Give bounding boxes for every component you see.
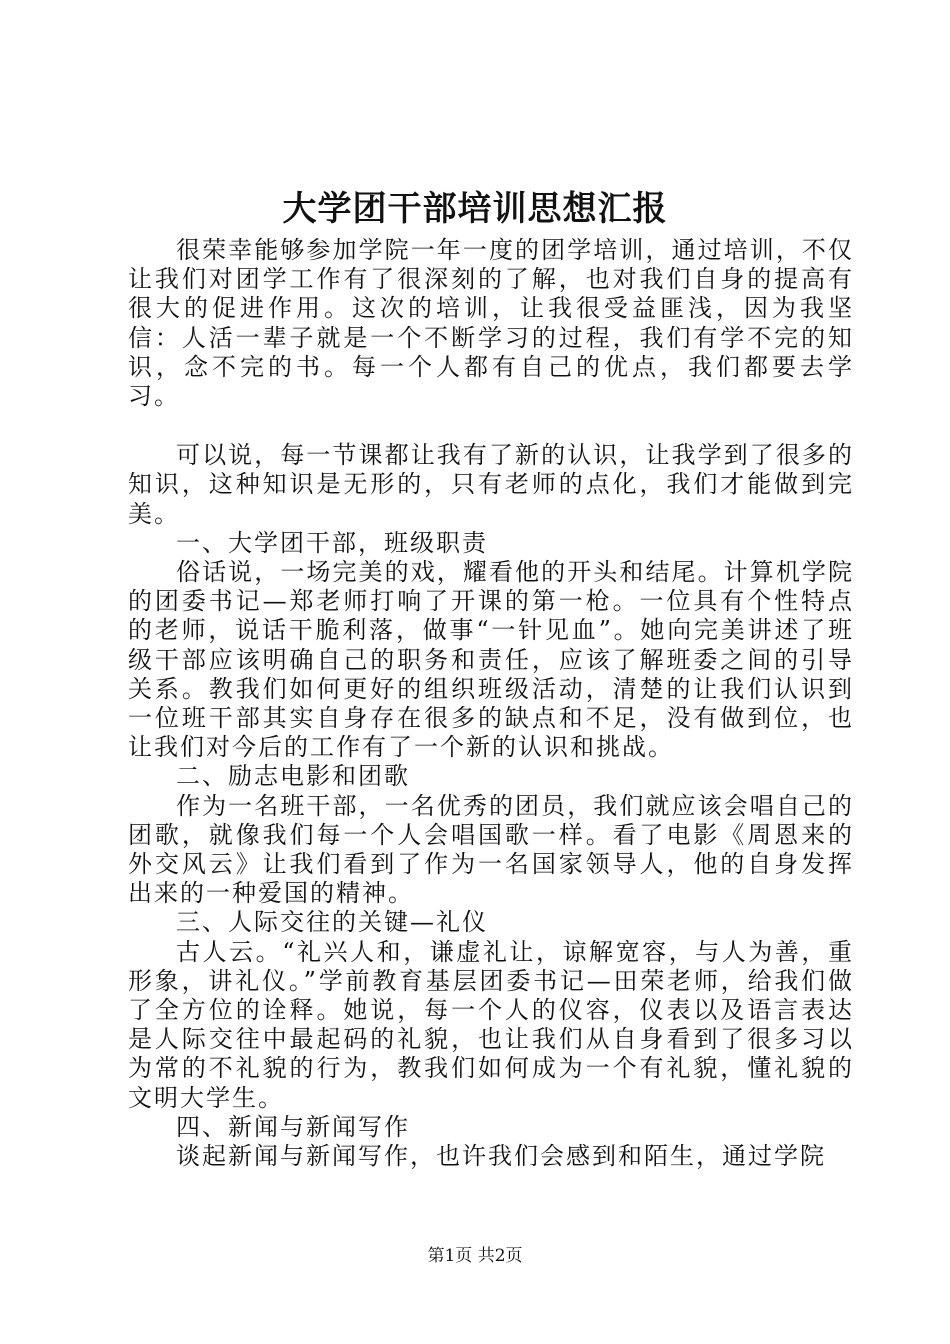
- document-body: [128, 236, 854, 1171]
- document-title: 大学团干部培训思想汇报: [282, 189, 668, 229]
- paragraph-section-4: 谈起新闻与新闻写作，也许我们会感到和陌生，通过学院: [176, 1142, 826, 1171]
- paragraph-intro: 很荣幸能够参加学院一年一度的团学培训，通过培训，不仅让我们对团学工作有了很深刻的了解，也对我们自身的提高有很大的促进作用。这次的培训，让我很受益匪浅，因为我坚信：人活一辈子就是一个不断学习的过程，我们有学不完的知识，念不完的书。每一个人都有自己的优点，我们都要去学习。: [128, 236, 854, 411]
- paragraph-section-1: 俗话说，一场完美的戏，耀看他的开头和结尾。计算机学院的团委书记—郑老师打响了开课的第一枪。一位具有个性特点的老师，说话干脆利落，做事“一针见血”。她向完美讲述了班级干部应该明确自己的职务和责任，应该了解班委之间的引导关系。教我们如何更好的组织班级活动，清楚的让我们认识到一位班干部其实自身存在很多的缺点和不足，没有做到位，也让我们对今后的工作有了一个新的认识和挑战。: [128, 558, 854, 762]
- section-heading-4: 四、新闻与新闻写作: [176, 1112, 410, 1141]
- paragraph-knowledge: 可以说，每一节课都让我有了新的认识，让我学到了很多的知识，这种知识是无形的，只有老师的点化，我们才能做到完美。: [128, 441, 854, 528]
- section-heading-1: 一、大学团干部，班级职责: [176, 528, 488, 557]
- section-heading-2: 二、励志电影和团歌: [176, 762, 410, 791]
- paragraph-section-2: 作为一名班干部，一名优秀的团员，我们就应该会唱自己的团歌，就像我们每一个人会唱国歌一样。看了电影《周恩来的外交风云》让我们看到了作为一名国家领导人，他的自身发挥出来的一种爱国的精神。: [128, 791, 854, 908]
- paragraph-section-3: 古人云。“礼兴人和，谦虚礼让，谅解宽容，与人为善，重形象，讲礼仪。”学前教育基层团委书记—田荣老师，给我们做了全方位的诠释。她说，每一个人的仪容，仪表以及语言表达是人际交往中最起码的礼貌，也让我们从自身看到了很多习以为常的不礼貌的行为，教我们如何成为一个有礼貌，懂礼貌的文明大学生。: [128, 937, 854, 1112]
- paragraph-gap: [128, 411, 854, 441]
- section-heading-3: 三、人际交往的关键—礼仪: [176, 908, 488, 937]
- page-number-footer: 第1页 共2页: [427, 1246, 523, 1266]
